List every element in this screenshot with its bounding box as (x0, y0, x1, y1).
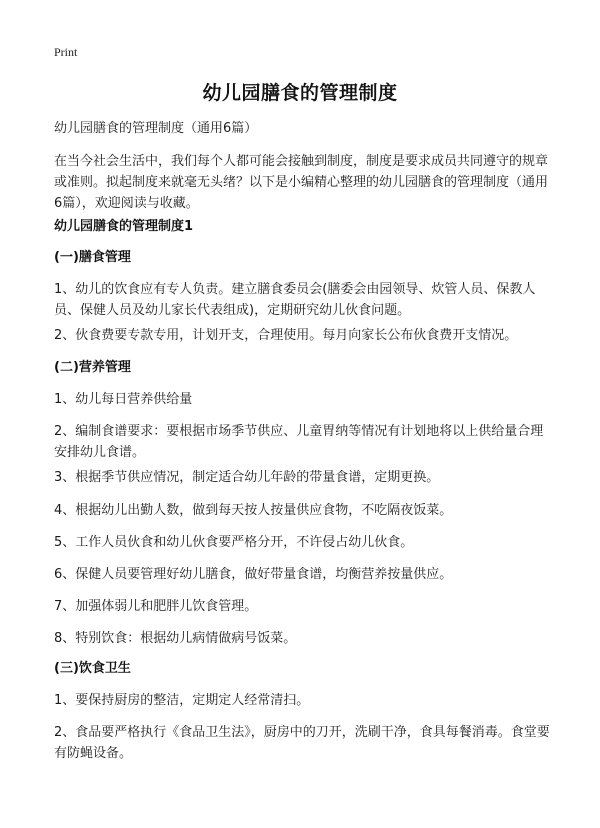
intro-paragraph: 在当今社会生活中，我们每个人都可能会接触到制度，制度是要求成员共同遵守的规章或准则。拟起制度来就毫无头绪？以下是小编精心整理的幼儿园膳食的管理制度（通用6篇），欢迎阅读与收藏。 (54, 154, 549, 211)
document-subtitle: 幼儿园膳食的管理制度（通用6篇） (54, 121, 258, 136)
part1-heading: (一)膳食管理 (54, 250, 131, 265)
part2-item: 2、编制食谱要求：要根据市场季节供应、儿童胃纳等情况有计划地将以上供给量合理安排幼儿食谱。 (54, 424, 544, 460)
part1-item: 1、幼儿的饮食应有专人负责。建立膳食委员会(膳委会由园领导、炊管人员、保教人员、保健人员及幼儿家长代表组成)，定期研究幼儿伙食问题。 (54, 282, 536, 318)
part2-item: 1、幼儿每日营养供给量 (54, 392, 193, 407)
part2-item: 3、根据季节供应情况，制定适合幼儿年龄的带量食谱，定期更换。 (54, 470, 440, 485)
part1-item: 2、伙食费要专款专用，计划开支，合理使用。每月向家长公布伙食费开支情况。 (54, 328, 518, 343)
section-title: 幼儿园膳食的管理制度1 (54, 219, 194, 234)
part2-item: 6、保健人员要管理好幼儿膳食，做好带量食谱，均衡营养按量供应。 (54, 567, 453, 582)
part2-heading: (二)营养管理 (54, 360, 131, 375)
print-label: Print (54, 45, 78, 59)
part3-heading: (三)饮食卫生 (54, 661, 131, 676)
part2-item: 7、加强体弱儿和肥胖儿饮食管理。 (54, 599, 258, 614)
part2-item: 5、工作人员伙食和幼儿伙食要严格分开，不许侵占幼儿伙食。 (54, 535, 414, 550)
part2-item: 4、根据幼儿出勤人数，做到每天按人按量供应食物，不吃隔夜饭菜。 (54, 503, 453, 518)
part3-item: 1、要保持厨房的整洁，定期定人经常清扫。 (54, 693, 310, 708)
part2-item: 8、特别饮食：根据幼儿病情做病号饭菜。 (54, 631, 297, 646)
part3-item: 2、食品要严格执行《食品卫生法》，厨房中的刀开，洗刷干净，食具每餐消毒。食堂要有防蝇设备。 (54, 725, 550, 761)
page-title: 幼儿园膳食的管理制度 (202, 82, 398, 104)
